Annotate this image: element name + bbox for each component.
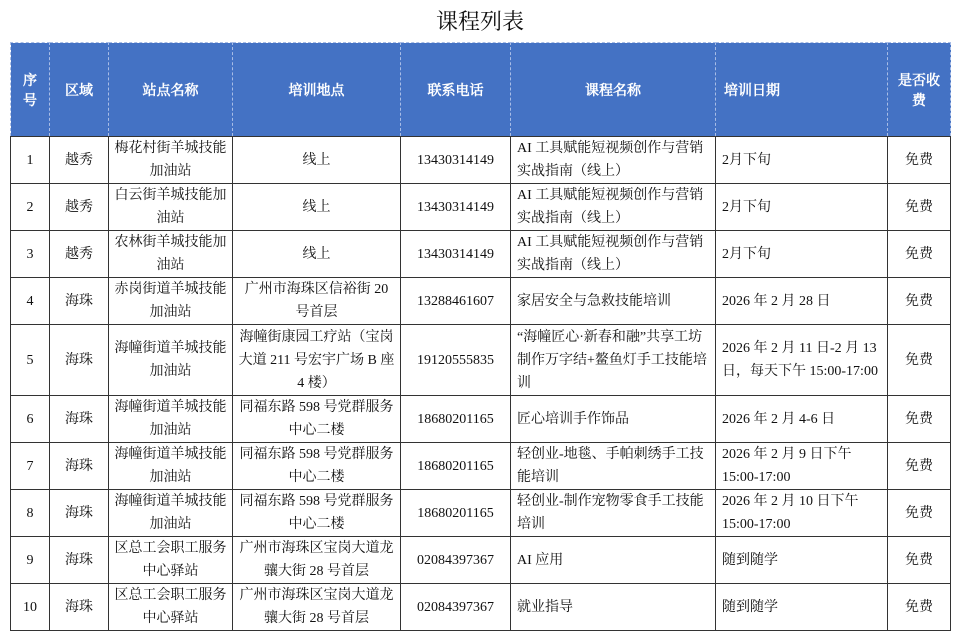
course-name: AI 应用 bbox=[511, 537, 716, 584]
header-row bbox=[11, 43, 951, 137]
area: 越秀 bbox=[50, 184, 109, 231]
training-place: 线上 bbox=[233, 231, 401, 278]
station-name: 区总工会职工服务中心驿站 bbox=[109, 537, 233, 584]
fee-status: 免费 bbox=[888, 325, 951, 396]
contact-phone: 19120555835 bbox=[401, 325, 511, 396]
area: 海珠 bbox=[50, 490, 109, 537]
table-row bbox=[11, 231, 951, 278]
contact-phone: 13288461607 bbox=[401, 278, 511, 325]
training-date: 2026 年 2 月 28 日 bbox=[716, 278, 888, 325]
row-number: 3 bbox=[11, 231, 50, 278]
contact-phone: 02084397367 bbox=[401, 537, 511, 584]
area: 海珠 bbox=[50, 396, 109, 443]
table-row bbox=[11, 396, 951, 443]
station-name: 赤岗街道羊城技能加油站 bbox=[109, 278, 233, 325]
training-date: 随到随学 bbox=[716, 584, 888, 631]
table-row bbox=[11, 184, 951, 231]
row-number: 10 bbox=[11, 584, 50, 631]
row-number: 9 bbox=[11, 537, 50, 584]
area: 海珠 bbox=[50, 537, 109, 584]
training-place: 线上 bbox=[233, 184, 401, 231]
header-area: 区域 bbox=[50, 43, 109, 137]
row-number: 6 bbox=[11, 396, 50, 443]
station-name: 白云街羊城技能加油站 bbox=[109, 184, 233, 231]
training-place: 广州市海珠区宝岗大道龙骧大街 28 号首层 bbox=[233, 584, 401, 631]
training-place: 同福东路 598 号党群服务中心二楼 bbox=[233, 396, 401, 443]
table-row bbox=[11, 137, 951, 184]
fee-status: 免费 bbox=[888, 184, 951, 231]
training-date: 2026 年 2 月 4-6 日 bbox=[716, 396, 888, 443]
area: 海珠 bbox=[50, 443, 109, 490]
row-number: 4 bbox=[11, 278, 50, 325]
fee-status: 免费 bbox=[888, 396, 951, 443]
station-name: 农林街羊城技能加油站 bbox=[109, 231, 233, 278]
table-row bbox=[11, 584, 951, 631]
course-name: AI 工具赋能短视频创作与营销实战指南（线上） bbox=[511, 184, 716, 231]
header-fee: 是否收费 bbox=[888, 43, 951, 137]
contact-phone: 18680201165 bbox=[401, 490, 511, 537]
course-name: 轻创业-制作宠物零食手工技能培训 bbox=[511, 490, 716, 537]
table-row bbox=[11, 490, 951, 537]
training-date: 2月下旬 bbox=[716, 137, 888, 184]
course-name: 匠心培训手作饰品 bbox=[511, 396, 716, 443]
area: 海珠 bbox=[50, 278, 109, 325]
header-date: 培训日期 bbox=[716, 43, 888, 137]
contact-phone: 13430314149 bbox=[401, 137, 511, 184]
course-table bbox=[10, 42, 951, 631]
page-title: 课程列表 bbox=[435, 10, 524, 35]
training-place: 海幢街康园工疗站（宝岗大道 211 号宏宇广场 B 座 4 楼） bbox=[233, 325, 401, 396]
training-date: 2026 年 2 月 9 日下午 15:00-17:00 bbox=[716, 443, 888, 490]
training-date: 2026 年 2 月 10 日下午 15:00-17:00 bbox=[716, 490, 888, 537]
header-phone: 联系电话 bbox=[401, 43, 511, 137]
training-place: 线上 bbox=[233, 137, 401, 184]
station-name: 区总工会职工服务中心驿站 bbox=[109, 584, 233, 631]
course-name: 就业指导 bbox=[511, 584, 716, 631]
fee-status: 免费 bbox=[888, 584, 951, 631]
table-row bbox=[11, 443, 951, 490]
row-number: 8 bbox=[11, 490, 50, 537]
header-no: 序号 bbox=[11, 43, 50, 137]
contact-phone: 13430314149 bbox=[401, 231, 511, 278]
area: 海珠 bbox=[50, 584, 109, 631]
contact-phone: 02084397367 bbox=[401, 584, 511, 631]
course-name: AI 工具赋能短视频创作与营销实战指南（线上） bbox=[511, 137, 716, 184]
training-place: 同福东路 598 号党群服务中心二楼 bbox=[233, 443, 401, 490]
station-name: 海幢街道羊城技能加油站 bbox=[109, 396, 233, 443]
fee-status: 免费 bbox=[888, 137, 951, 184]
station-name: 海幢街道羊城技能加油站 bbox=[109, 490, 233, 537]
station-name: 海幢街道羊城技能加油站 bbox=[109, 443, 233, 490]
course-name: AI 工具赋能短视频创作与营销实战指南（线上） bbox=[511, 231, 716, 278]
contact-phone: 18680201165 bbox=[401, 443, 511, 490]
training-place: 广州市海珠区宝岗大道龙骧大街 28 号首层 bbox=[233, 537, 401, 584]
row-number: 2 bbox=[11, 184, 50, 231]
header-course: 课程名称 bbox=[511, 43, 716, 137]
course-name: “海幢匠心·新春和融”共享工坊制作万字结+鳌鱼灯手工技能培训 bbox=[511, 325, 716, 396]
station-name: 梅花村街羊城技能加油站 bbox=[109, 137, 233, 184]
row-number: 7 bbox=[11, 443, 50, 490]
training-date: 随到随学 bbox=[716, 537, 888, 584]
fee-status: 免费 bbox=[888, 231, 951, 278]
area: 越秀 bbox=[50, 137, 109, 184]
table-row bbox=[11, 537, 951, 584]
station-name: 海幢街道羊城技能加油站 bbox=[109, 325, 233, 396]
training-date: 2月下旬 bbox=[716, 231, 888, 278]
fee-status: 免费 bbox=[888, 443, 951, 490]
table-row bbox=[11, 325, 951, 396]
area: 海珠 bbox=[50, 325, 109, 396]
training-place: 广州市海珠区信裕街 20 号首层 bbox=[233, 278, 401, 325]
fee-status: 免费 bbox=[888, 490, 951, 537]
course-name: 轻创业-地毯、手帕刺绣手工技能培训 bbox=[511, 443, 716, 490]
fee-status: 免费 bbox=[888, 537, 951, 584]
row-number: 1 bbox=[11, 137, 50, 184]
header-station: 站点名称 bbox=[109, 43, 233, 137]
training-place: 同福东路 598 号党群服务中心二楼 bbox=[233, 490, 401, 537]
row-number: 5 bbox=[11, 325, 50, 396]
fee-status: 免费 bbox=[888, 278, 951, 325]
table-row bbox=[11, 278, 951, 325]
contact-phone: 18680201165 bbox=[401, 396, 511, 443]
header-place: 培训地点 bbox=[233, 43, 401, 137]
area: 越秀 bbox=[50, 231, 109, 278]
course-name: 家居安全与急救技能培训 bbox=[511, 278, 716, 325]
contact-phone: 13430314149 bbox=[401, 184, 511, 231]
training-date: 2月下旬 bbox=[716, 184, 888, 231]
training-date: 2026 年 2 月 11 日-2 月 13 日，每天下午 15:00-17:00 bbox=[716, 325, 888, 396]
